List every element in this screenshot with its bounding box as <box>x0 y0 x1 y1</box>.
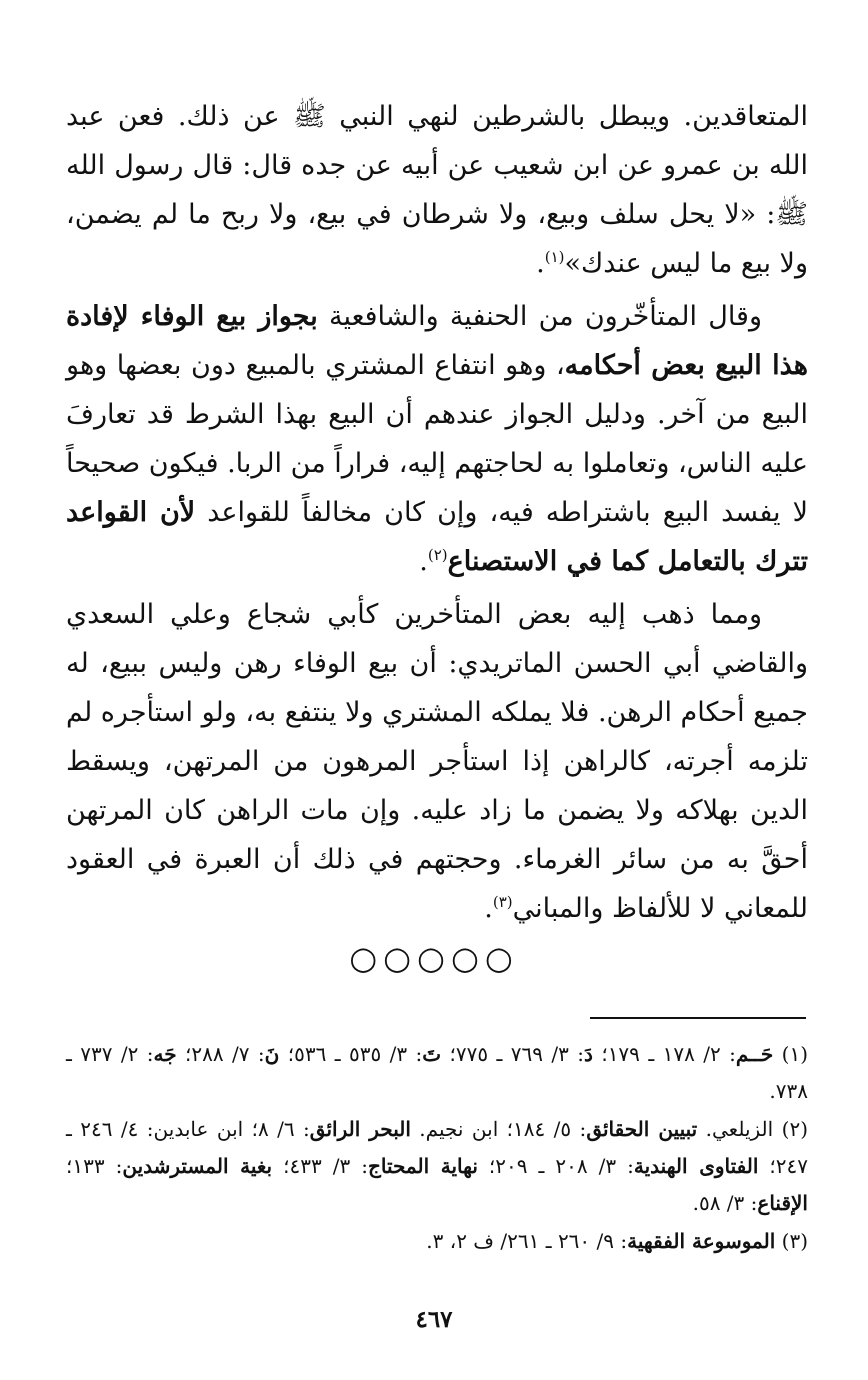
paragraph-3-text: ومما ذهب إليه بعض المتأخرين كأبي شجاع وعلي السعدي والقاضي أبي الحسن الماتريدي: أن بيع الوفاء رهن وليس ببيع، له جميع أحكام الرهن. فلا يملكه المشتري ولا ينتفع به، ولو استأجره لم تلزمه أجرته، كالراهن إذا استأجر المرهون من المرتهن، ويسقط الدين بهلاكه ولا يضمن ما زاد عليه. وإن مات الراهن كان المرتهن أحقَّ به من سائر الغرماء. وحجتهم في ذلك أن العبرة في العقود للمعاني لا للألفاظ والمباني <box>66 599 808 924</box>
paragraph-2 <box>66 292 808 586</box>
footnote-1-text-a: : ٢/ ١٧٨ ـ ١٧٩؛ <box>592 1042 736 1066</box>
footnote-3-text-a: : ٩/ ٢٦٠ ـ ٢٦١/ ف ٢، ٣. <box>426 1229 628 1253</box>
paragraph-3 <box>66 590 808 933</box>
footnote-2-text-e: : ٣/ ٤٣٣؛ <box>272 1154 368 1178</box>
footnote-1-source-b: دَ <box>584 1042 593 1066</box>
footnote-2-source-b: البحر الرائق <box>309 1117 411 1141</box>
footnote-divider <box>590 1017 806 1019</box>
footnote-ref-2[interactable]: (٢) <box>427 546 448 564</box>
footnote-2-source-c: الفتاوى الهندية <box>633 1154 759 1178</box>
footnote-2-text-b: : ٥/ ١٨٤؛ ابن نجيم. <box>410 1117 587 1141</box>
footnote-2-source-a: تبيين الحقائق <box>586 1117 698 1141</box>
paragraph-1 <box>66 92 808 288</box>
footnote-ref-3[interactable]: (٣) <box>492 893 513 911</box>
paragraph-2-text-b: ، وهو انتفاع المشتري بالمبيع دون بعضها وهو البيع من آخر. ودليل الجواز عندهم أن البيع بهذا الشرط قد تعارفَ عليه الناس، وتعاملوا به لحاجتهم إليه، فراراً من الربا. فيكون صحيحاً لا يفسد البيع باشتراطه فيه، وإن كان مخالفاً للقواعد <box>66 350 808 528</box>
footnote-1-text-b: : ٣/ ٧٦٩ ـ ٧٧٥؛ <box>441 1042 585 1066</box>
footnote-1-text-d: : ٧/ ٢٨٨؛ <box>176 1042 265 1066</box>
footnote-1-text-e: : ٢/ ٧٣٧ ـ ٧٣٨. <box>66 1042 808 1103</box>
footnote-1-text-c: : ٣/ ٥٣٥ ـ ٥٣٦؛ <box>279 1042 423 1066</box>
paragraph-2-bold-b: لأن القواعد تترك بالتعامل كما في الاستصناع <box>66 497 808 577</box>
paragraph-2-bold-a: بجواز بيع الوفاء لإفادة هذا البيع بعض أحكامه <box>66 301 808 381</box>
paragraph-2-text-a: وقال المتأخّرون من الحنفية والشافعية <box>317 301 763 332</box>
footnote-2-source-f: الإقناع <box>757 1191 808 1215</box>
page-number: ٤٦٧ <box>415 1306 453 1333</box>
paragraph-1-text: المتعاقدين. ويبطل بالشرطين لنهي النبي ﷺ عن ذلك. فعن عبد الله بن عمرو عن ابن شعيب عن أبيه عن جده قال: قال رسول الله ﷺ: «لا يحل سلف وبيع، ولا شرطان في بيع، ولا ربح ما لم يضمن، ولا بيع ما ليس عندك» <box>66 101 809 279</box>
footnote-2 <box>66 1111 808 1222</box>
footnote-2-text-c: : ٦/ ٨؛ ابن عابدين: ٤/ ٢٤٦ ـ ٢٤٧؛ <box>66 1117 809 1178</box>
footnote-ref-1[interactable]: (١) <box>544 248 565 266</box>
paragraph-3-end: . <box>484 893 493 924</box>
footnote-3 <box>66 1223 808 1260</box>
footnote-2-number: (٢) <box>781 1117 808 1141</box>
footnote-1-source-a: حَــم <box>735 1042 774 1066</box>
footnote-1 <box>66 1036 808 1110</box>
footnote-1-source-c: تَ <box>422 1042 442 1066</box>
paragraph-2-end: . <box>419 546 428 577</box>
footnote-2-source-e: بغية المسترشدين <box>122 1154 273 1178</box>
footnotes <box>66 1036 808 1261</box>
paragraph-1-end: . <box>536 248 545 279</box>
footnote-2-text-a: الزيلعي. <box>697 1117 774 1141</box>
main-text <box>66 92 808 933</box>
footnote-2-text-f: : ١٣٣؛ <box>66 1154 123 1178</box>
footnote-3-source-a: الموسوعة الفقهية <box>627 1229 776 1253</box>
footnote-2-source-d: نهاية المحتاج <box>367 1154 478 1178</box>
section-separator-ornament: ○○○○○ <box>349 939 519 977</box>
footnote-3-number: (٣) <box>781 1229 808 1253</box>
footnote-1-source-e: جَه <box>153 1042 177 1066</box>
footnote-2-text-d: : ٣/ ٢٠٨ ـ ٢٠٩؛ <box>477 1154 634 1178</box>
footnote-2-text-g: : ٣/ ٥٨. <box>692 1191 758 1215</box>
footnote-1-source-d: نَ <box>264 1042 280 1066</box>
footnote-1-number: (١) <box>781 1042 809 1066</box>
